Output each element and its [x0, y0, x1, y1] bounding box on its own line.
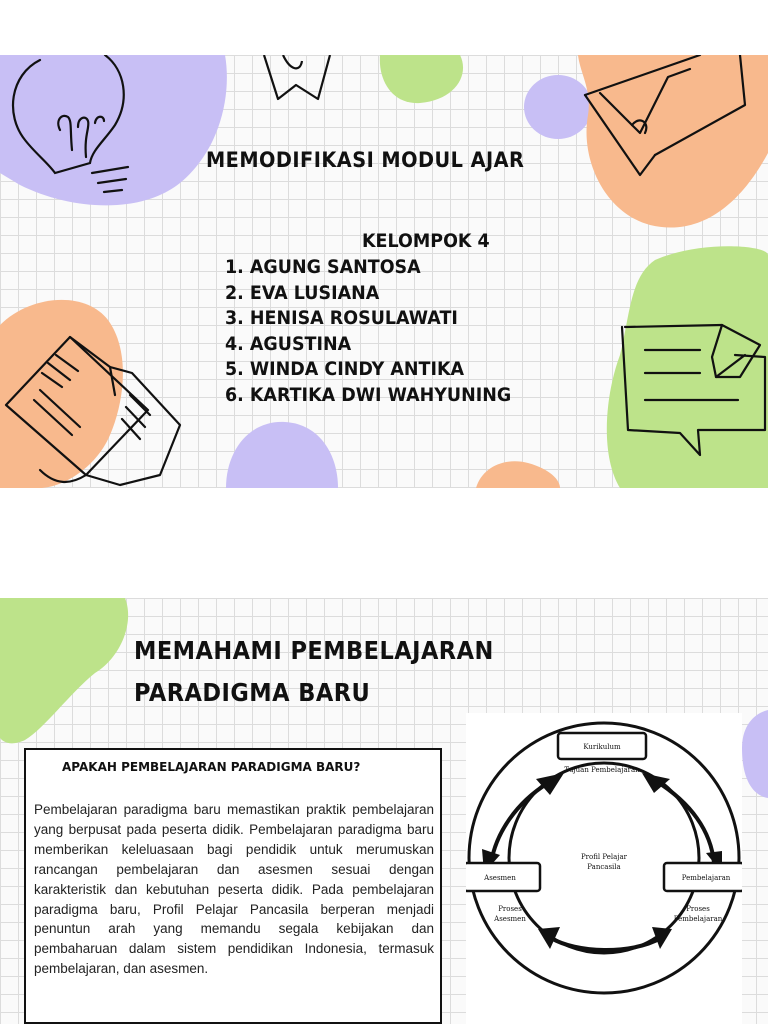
group-heading: KELOMPOK 4 — [362, 230, 490, 252]
box-title: APAKAH PEMBELAJARAN PARADIGMA BARU? — [62, 760, 361, 774]
tujuan-label: Tujuan Pembelajaran — [564, 766, 640, 774]
member-item: 1. AGUNG SANTOSA — [225, 256, 421, 278]
proses-pembelajaran-label-1: Proses — [686, 905, 710, 913]
star-icon — [264, 55, 330, 99]
pembelajaran-label: Pembelajaran — [681, 874, 731, 882]
member-item: 4. AGUSTINA — [225, 332, 352, 355]
member-item: 2. EVA LUSIANA — [225, 281, 380, 304]
member-item: 5. WINDA CINDY ANTIKA — [225, 358, 465, 380]
slide-2 — [0, 598, 768, 1024]
green-blob — [607, 246, 768, 488]
title-line-2: PARADIGMA BARU — [134, 678, 371, 707]
purple-blob — [524, 75, 592, 139]
center-label-1: Profil Pelajar — [580, 853, 628, 861]
slide-1-title: MEMODIFIKASI MODUL AJAR — [206, 148, 525, 172]
title-line-1: MEMAHAMI PEMBELAJARAN — [134, 636, 494, 665]
orange-blob — [578, 55, 768, 228]
cycle-diagram — [466, 713, 742, 1024]
slide-1 — [0, 55, 768, 488]
purple-blob — [0, 55, 227, 205]
proses-pembelajaran-label-2: Pembelajaran — [673, 915, 723, 923]
green-blob — [0, 598, 128, 743]
proses-asesmen-label-1: Proses — [498, 905, 522, 913]
member-list — [225, 255, 536, 408]
orange-blob — [476, 461, 560, 488]
box-text: Pembelajaran paradigma baru memastikan praktik pembelajaran yang berpusat pada peserta didik. Pembelajaran paradigma baru memberikan keleluasaan bagi pendidik untuk merumuskan rancangan pembelajaran dan asesmen sesuai dengan karakteristik dan kebutuhan peserta didik. Pada pembelajaran paradigma baru, Profil Pelajar Pancasila berperan menjadi penuntun arah yang memandu segala kebijakan dan pembaharuan dalam sistem pendidikan Indonesia, termasuk pembelajaran, dan asesmen. — [34, 802, 434, 977]
text-box — [24, 748, 442, 1024]
asesmen-label: Asesmen — [484, 874, 516, 882]
proses-asesmen-label-2: Asesmen — [494, 915, 526, 923]
member-item: 3. HENISA ROSULAWATI — [225, 307, 458, 329]
cycle-diagram-svg — [466, 713, 742, 1024]
kurikulum-label: Kurikulum — [583, 743, 621, 751]
green-blob — [380, 55, 463, 103]
member-item: 6. KARTIKA DWI WAHYUNING — [225, 383, 512, 406]
purple-blob — [742, 710, 768, 798]
purple-blob — [226, 422, 338, 488]
slide-2-title — [134, 630, 494, 714]
orange-blob — [0, 300, 123, 488]
center-label-2: Pancasila — [587, 863, 621, 871]
